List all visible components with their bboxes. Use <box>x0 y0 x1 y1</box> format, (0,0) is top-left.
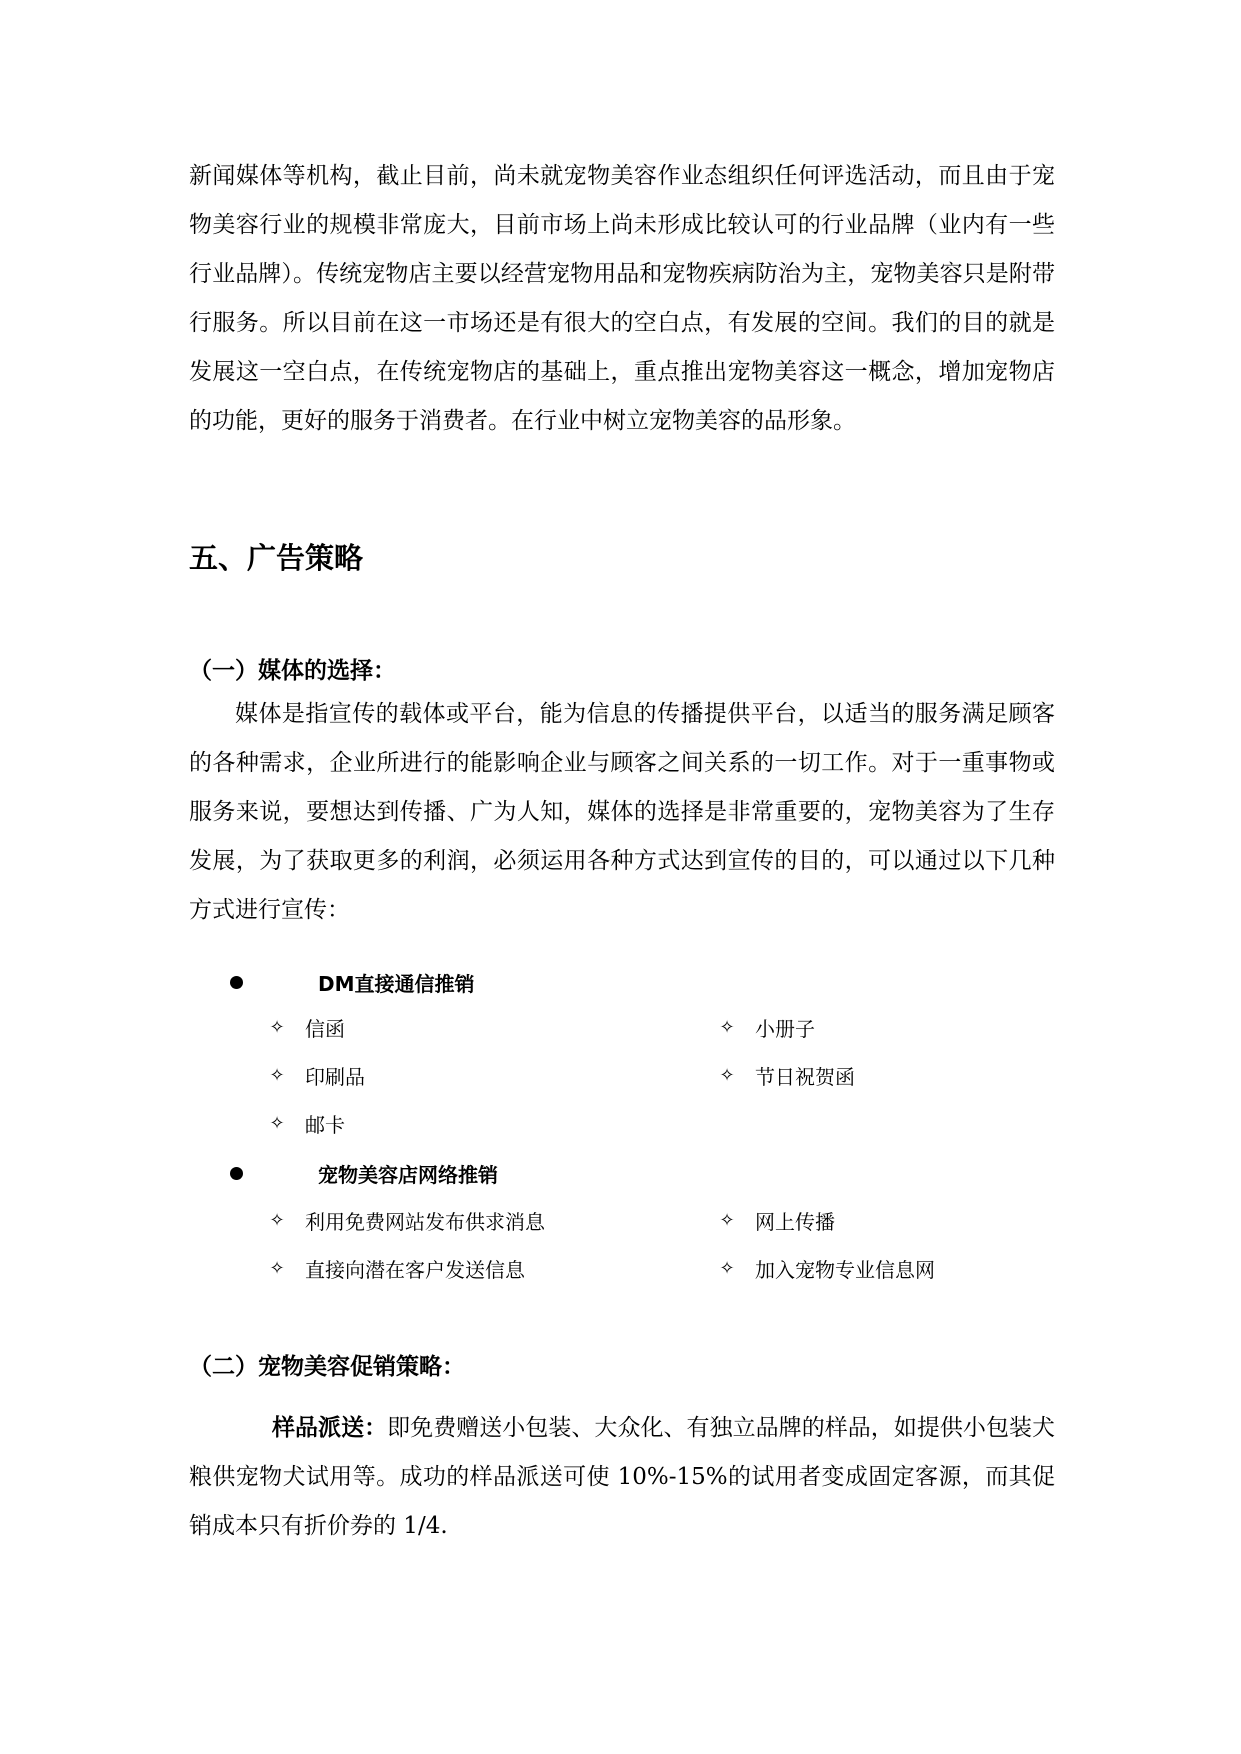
promotion-strategy-heading: （二）宠物美容促销策略： <box>189 1354 465 1380</box>
star-bullet-icon: ✧ <box>719 1016 735 1038</box>
sub-list-item-text: 印刷品 <box>305 1064 365 1089</box>
star-bullet-icon: ✧ <box>269 1209 285 1231</box>
sub-list-item-text: 网上传播 <box>755 1209 835 1234</box>
star-bullet-icon: ✧ <box>269 1257 285 1279</box>
star-bullet-icon: ✧ <box>269 1112 285 1134</box>
sub-list-item <box>717 1205 835 1235</box>
sub-list-item <box>267 1012 345 1042</box>
bullet-item-dm <box>230 967 475 997</box>
sub-list-item-text: 信函 <box>305 1016 345 1041</box>
section-title: 五、广告策略 <box>189 541 364 575</box>
sub-list-item <box>267 1108 345 1138</box>
bullet-dot-icon <box>230 976 243 989</box>
intro-paragraph: 新闻媒体等机构，截止目前，尚未就宠物美容作业态组织任何评选活动，而且由于宠物美容行业的规模非常庞大，目前市场上尚未形成比较认可的行业品牌（业内有一些行业品牌）。传统宠物店主要以经营宠物用品和宠物疾病防治为主，宠物美容只是附带行服务。所以目前在这一市场还是有很大的空白点，有发展的空间。我们的目的就是发展这一空白点，在传统宠物店的基础上，重点推出宠物美容这一概念，增加宠物店的功能，更好的服务于消费者。在行业中树立宠物美容的品形象。 <box>189 163 1055 434</box>
star-bullet-icon: ✧ <box>269 1064 285 1086</box>
sub-list-item <box>717 1253 935 1283</box>
sub-list-item-text: 加入宠物专业信息网 <box>755 1257 935 1282</box>
sub-list-item <box>717 1012 815 1042</box>
sub-list-item-text: 邮卡 <box>305 1112 345 1137</box>
sample-distribution-paragraph <box>189 1404 1055 1551</box>
media-selection-heading: （一）媒体的选择： <box>189 658 396 684</box>
media-selection-paragraph: 媒体是指宣传的载体或平台，能为信息的传播提供平台，以适当的服务满足顾客的各种需求，企业所进行的能影响企业与顾客之间关系的一切工作。对于一重事物或服务来说，要想达到传播、广为人知，媒体的选择是非常重要的，宠物美容为了生存发展，为了获取更多的利润，必须运用各种方式达到宣传的目的，可以通过以下几种方式进行宣传： <box>189 701 1055 923</box>
sub-list-item <box>267 1205 545 1235</box>
star-bullet-icon: ✧ <box>719 1209 735 1231</box>
sub-list-item <box>267 1060 365 1090</box>
sub-list-item-text: 直接向潜在客户发送信息 <box>305 1257 525 1282</box>
sample-distribution-text: 即免费赠送小包装、大众化、有独立品牌的样品，如提供小包装犬粮供宠物犬试用等。成功的样品派送可使 10%-15%的试用者变成固定客源，而其促销成本只有折价券的 1/4. <box>189 1415 1056 1539</box>
bullet-label: 宠物美容店网络推销 <box>318 1162 498 1187</box>
bullet-item-network <box>230 1158 498 1188</box>
sub-list-item-text: 小册子 <box>755 1016 815 1041</box>
sub-list-item-text: 利用免费网站发布供求消息 <box>305 1209 545 1234</box>
bullet-label: DM直接通信推销 <box>318 971 475 996</box>
sub-list-item <box>717 1060 855 1090</box>
bullet-dot-icon <box>230 1167 243 1180</box>
sub-list-item <box>267 1253 525 1283</box>
star-bullet-icon: ✧ <box>719 1064 735 1086</box>
star-bullet-icon: ✧ <box>719 1257 735 1279</box>
sample-distribution-label: 样品派送： <box>272 1415 388 1441</box>
star-bullet-icon: ✧ <box>269 1016 285 1038</box>
sub-list-item-text: 节日祝贺函 <box>755 1064 855 1089</box>
